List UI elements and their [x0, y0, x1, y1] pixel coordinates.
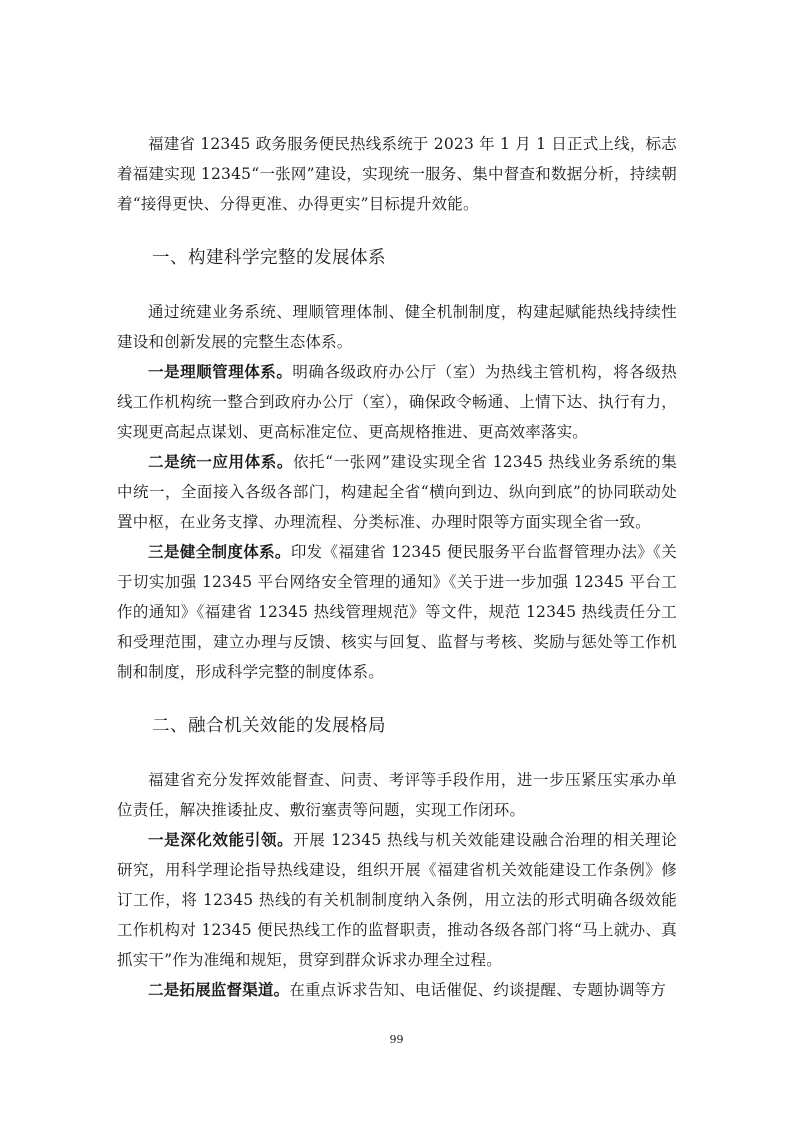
item-text: 开展 12345 热线与机关效能建设融合治理的相关理论研究，用科学理论指导热线建设，组织开展《福建省机关效能建设工作条例》修订工作，将 12345 热线的有关机制制度纳入条例，用立法的形式明确各级效能工作机构对 12345 便民热线工作的监督职责，推动各级各部门将“马上就办、真抓实干”作为准绳和规矩，贯穿到群众诉求办理全过程。: [117, 831, 677, 969]
section-2-heading: 二、融合机关效能的发展格局: [152, 716, 386, 736]
item-title: 二是统一应用体系。: [148, 452, 293, 471]
item-title: 三是健全制度体系。: [148, 542, 291, 561]
intro-paragraph: 福建省 12345 政务服务便民热线系统于 2023 年 1 月 1 日正式上线，标志着福建实现 12345“一张网”建设，实现统一服务、集中督查和数据分析，持续朝着“接得更快、分得更准、办得更实”目标提升效能。: [117, 135, 677, 213]
section-2-lead: 福建省充分发挥效能督查、问责、考评等手段作用，进一步压紧压实承办单位责任，解决推诿扯皮、敷衍塞责等问题，实现工作闭环。: [117, 771, 677, 819]
section-1-item-1: [117, 357, 677, 447]
section-1-lead: 通过统建业务系统、理顺管理体制、健全机制制度，构建起赋能热线持续性建设和创新发展的完整生态体系。: [117, 303, 677, 351]
item-text: 在重点诉求告知、电话催促、约谈提醒、专题协调等方: [289, 981, 667, 999]
section-2-item-2: [117, 975, 677, 1005]
page-number: 99: [389, 1033, 404, 1046]
section-1-item-3: [117, 537, 677, 687]
section-1-item-2: [117, 447, 677, 537]
item-title: 一是深化效能引领。: [148, 830, 294, 849]
document-body: [117, 129, 677, 1005]
item-title: 一是理顺管理体系。: [148, 362, 293, 381]
section-1-heading: 一、构建科学完整的发展体系: [152, 248, 386, 268]
item-title: 二是拓展监督渠道。: [148, 980, 290, 999]
section-2-item-1: [117, 825, 677, 975]
item-text: 印发《福建省 12345 便民服务平台监督管理办法》《关于切实加强 12345 平台网络安全管理的通知》《关于进一步加强 12345 平台工作的通知》《福建省 12345 热线管理规范》等文件，规范 12345 热线责任分工和受理范围，建立办理与反馈、核实与回复、监督与考核、奖励与惩处等工作机制和制度，形成科学完整的制度体系。: [117, 543, 677, 681]
item-text: 明确各级政府办公厅（室）为热线主管机构，将各级热线工作机构统一整合到政府办公厅（室），确保政令畅通、上情下达、执行有力，实现更高起点谋划、更高标准定位、更高规格推进、更高效率落实。: [117, 363, 677, 441]
item-text: 依托“一张网”建设实现全省 12345 热线业务系统的集中统一，全面接入各级各部门，构建起全省“横向到边、纵向到底”的协同联动处置中枢，在业务支撑、办理流程、分类标准、办理时限等方面实现全省一致。: [117, 453, 677, 531]
